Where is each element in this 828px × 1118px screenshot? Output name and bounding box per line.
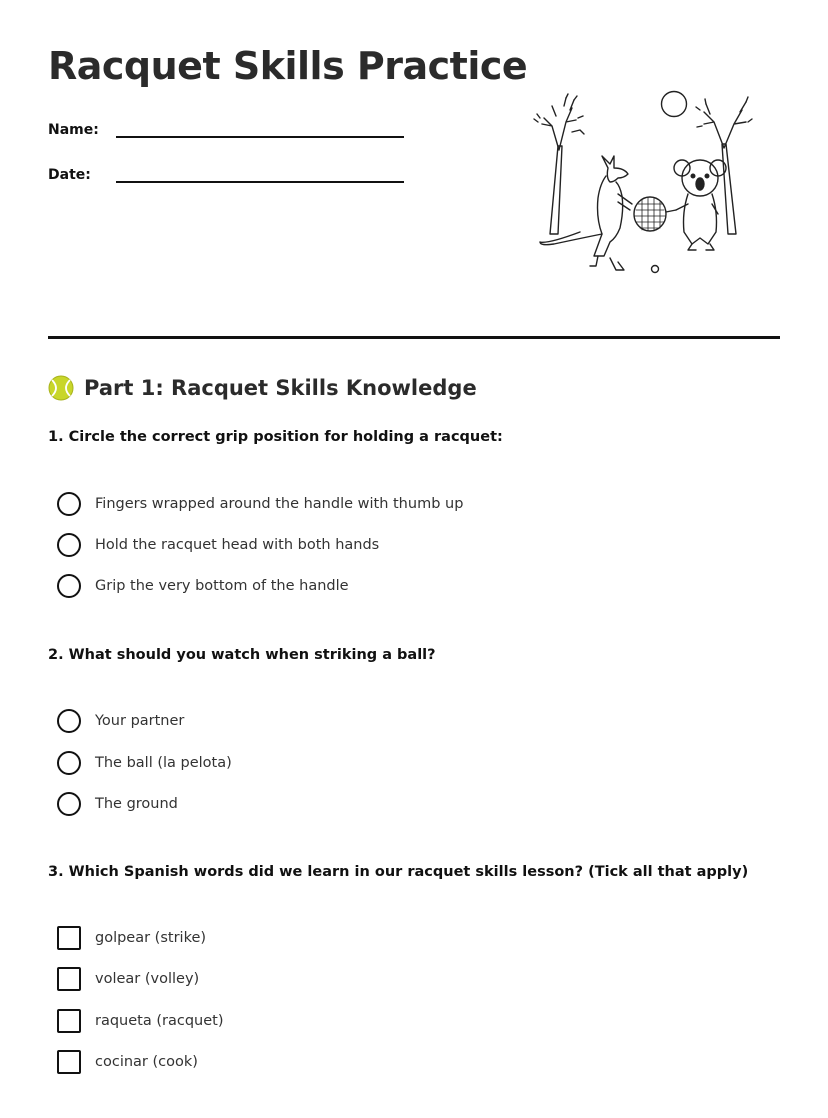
q3-option-2[interactable] <box>57 967 199 991</box>
question-2: 2. What should you watch when striking a ball? <box>48 647 436 663</box>
name-field <box>48 118 404 138</box>
option-label: The ground <box>95 796 178 812</box>
q3-option-3[interactable] <box>57 1009 223 1033</box>
q1-option-3[interactable] <box>57 574 349 598</box>
radio-circle[interactable] <box>57 709 81 733</box>
section-title: Part 1: Racquet Skills Knowledge <box>84 376 477 400</box>
q2-option-2[interactable] <box>57 751 232 775</box>
question-3: 3. Which Spanish words did we learn in our racquet skills lesson? (Tick all that apply) <box>48 864 749 880</box>
radio-circle[interactable] <box>57 533 81 557</box>
name-label: Name: <box>48 122 99 138</box>
radio-circle[interactable] <box>57 751 81 775</box>
date-input-line[interactable] <box>116 163 404 183</box>
option-label: Hold the racquet head with both hands <box>95 537 380 553</box>
section-heading <box>48 375 477 401</box>
checkbox[interactable] <box>57 1050 81 1074</box>
radio-circle[interactable] <box>57 492 81 516</box>
worksheet-title: Racquet Skills Practice <box>48 44 528 88</box>
date-label: Date: <box>48 167 91 183</box>
checkbox[interactable] <box>57 967 81 991</box>
section-divider <box>48 336 780 339</box>
kangaroo-koala-illustration <box>528 86 760 280</box>
option-label: Your partner <box>95 713 185 729</box>
checkbox[interactable] <box>57 926 81 950</box>
q2-option-1[interactable] <box>57 709 184 733</box>
q1-option-1[interactable] <box>57 492 463 516</box>
option-label: Fingers wrapped around the handle with thumb up <box>95 496 464 512</box>
radio-circle[interactable] <box>57 574 81 598</box>
option-label: volear (volley) <box>95 971 200 987</box>
option-label: golpear (strike) <box>95 930 207 946</box>
radio-circle[interactable] <box>57 792 81 816</box>
q3-option-4[interactable] <box>57 1050 198 1074</box>
option-label: Grip the very bottom of the handle <box>95 578 349 594</box>
option-label: The ball (la pelota) <box>95 755 232 771</box>
date-field <box>48 163 404 183</box>
question-1: 1. Circle the correct grip position for holding a racquet: <box>48 429 503 445</box>
option-label: cocinar (cook) <box>95 1054 198 1070</box>
tennis-ball-icon <box>48 375 74 401</box>
q2-option-3[interactable] <box>57 792 178 816</box>
checkbox[interactable] <box>57 1009 81 1033</box>
q1-option-2[interactable] <box>57 533 379 557</box>
q3-option-1[interactable] <box>57 926 206 950</box>
option-label: raqueta (racquet) <box>95 1013 224 1029</box>
name-input-line[interactable] <box>116 118 404 138</box>
